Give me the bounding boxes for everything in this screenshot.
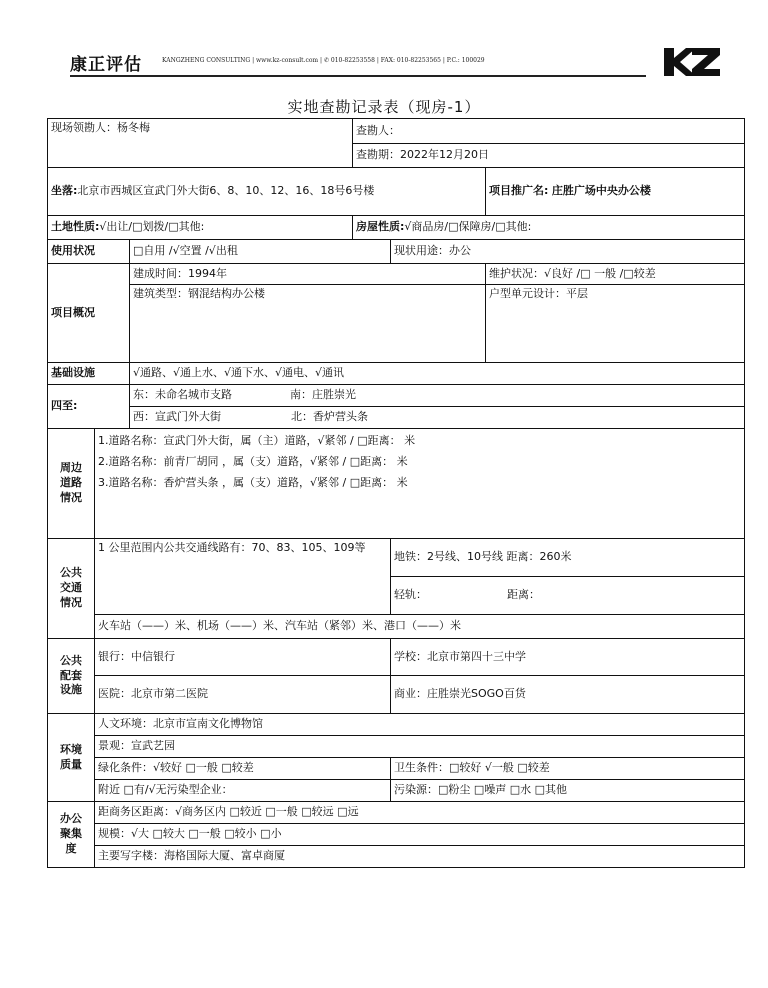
form-title: 实地查勘记录表（现房-1）: [287, 98, 481, 116]
field-surveyor: 查勘人：: [353, 119, 745, 144]
field-land-nature: 土地性质:√出让/□划拨/□其他:: [48, 216, 353, 240]
field-hygiene: 卫生条件：□较好 √一般 □较差: [391, 758, 745, 780]
field-current-use: 现状用途：办公: [391, 240, 745, 264]
field-bank: 银行：中信银行: [95, 639, 391, 676]
field-culture: 人文环境：北京市宣南文化博物馆: [95, 714, 745, 736]
road-item: 1.道路名称：宣武门外大街，属（主）道路，√紧邻 / □距离： 米: [98, 434, 416, 447]
field-structure: 建筑类型：钢混结构办公楼: [130, 285, 486, 363]
field-house-nature: 房屋性质:√商品房/□保障房/□其他:: [353, 216, 745, 240]
label-overview: 项目概况: [48, 264, 130, 363]
label-facilities: 公共配套设施: [48, 639, 95, 714]
field-greening: 绿化条件：√较好 □一般 □较差: [95, 758, 391, 780]
field-main-buildings: 主要写字楼：海格国际大厦、富卓商厦: [95, 846, 745, 868]
field-location: 坐落:北京市西城区宣武门外大街6、8、10、12、16、18号6号楼: [48, 168, 486, 216]
field-subway: 地铁：2号线、10号线 距离：260米: [391, 539, 745, 577]
road-item: 3.道路名称：香炉营头条 ，属（支）道路，√紧邻 / □距离： 米: [98, 475, 408, 489]
label-environment: 环境质量: [48, 714, 95, 802]
label-roads: 周边道路情况: [48, 429, 95, 539]
company-name: 康正评估: [70, 55, 142, 75]
kz-logo-icon: [662, 42, 722, 82]
label-boundaries: 四至:: [48, 385, 130, 429]
field-bus-lines: 1 公里范围内公共交通线路有：70、83、105、109等: [95, 539, 391, 615]
field-other-transport: 火车站（——）米、机场（——）米、汽车站（紧邻）米、港口（——）米: [95, 615, 745, 639]
field-office-scale: 规模：√大 □较大 □一般 □较小 □小: [95, 824, 745, 846]
field-cbd-distance: 距商务区距离：√商务区内 □较近 □一般 □较远 □远: [95, 802, 745, 824]
field-light-rail: 轻轨： 距离：: [391, 577, 745, 615]
field-roads: [95, 429, 745, 539]
label-transit: 公共交通情况: [48, 539, 95, 639]
field-landscape: 景观：宣武艺园: [95, 736, 745, 758]
field-pollution-nearby: 附近 □有/√无污染型企业：: [95, 780, 391, 802]
field-maintenance: 维护状况：√良好 /□ 一般 /□较差: [486, 264, 745, 285]
field-infrastructure: √通路、√通上水、√通下水、√通电、√通讯: [130, 363, 745, 385]
header-rule: [70, 75, 646, 77]
field-bounds-west-north: 西：宣武门外大街 北：香炉营头条: [130, 407, 745, 429]
field-unit-design: 户型单元设计：平层: [486, 285, 745, 363]
field-pollution-source: 污染源：□粉尘 □噪声 □水 □其他: [391, 780, 745, 802]
field-built-year: 建成时间：1994年: [130, 264, 486, 285]
survey-record-table: [47, 118, 745, 868]
label-office-cluster: 办公聚集度: [48, 802, 95, 868]
field-hospital: 医院：北京市第二医院: [95, 676, 391, 714]
field-leader: 现场领勘人：杨冬梅: [48, 119, 353, 168]
field-date: 查勘期：2022年12月20日: [353, 144, 745, 168]
field-usage: □自用 /√空置 /√出租: [130, 240, 391, 264]
letterhead: [70, 50, 630, 75]
label-usage: 使用状况: [48, 240, 130, 264]
field-bounds-east-south: 东：未命名城市支路 南：庄胜崇光: [130, 385, 745, 407]
field-school: 学校：北京市第四十三中学: [391, 639, 745, 676]
field-commerce: 商业：庄胜崇光SOGO百货: [391, 676, 745, 714]
field-promo-name: 项目推广名: 庄胜广场中央办公楼: [486, 168, 745, 216]
label-infrastructure: 基础设施: [48, 363, 130, 385]
road-item: 2.道路名称：前青厂胡同 ，属（支）道路，√紧邻 / □距离： 米: [98, 454, 408, 468]
company-contact-line: KANGZHENG CONSULTING | www.kz-consult.com | ✆ 010-82253558 | FAX: 010-82253565 | P.C.: 100029: [162, 57, 485, 64]
